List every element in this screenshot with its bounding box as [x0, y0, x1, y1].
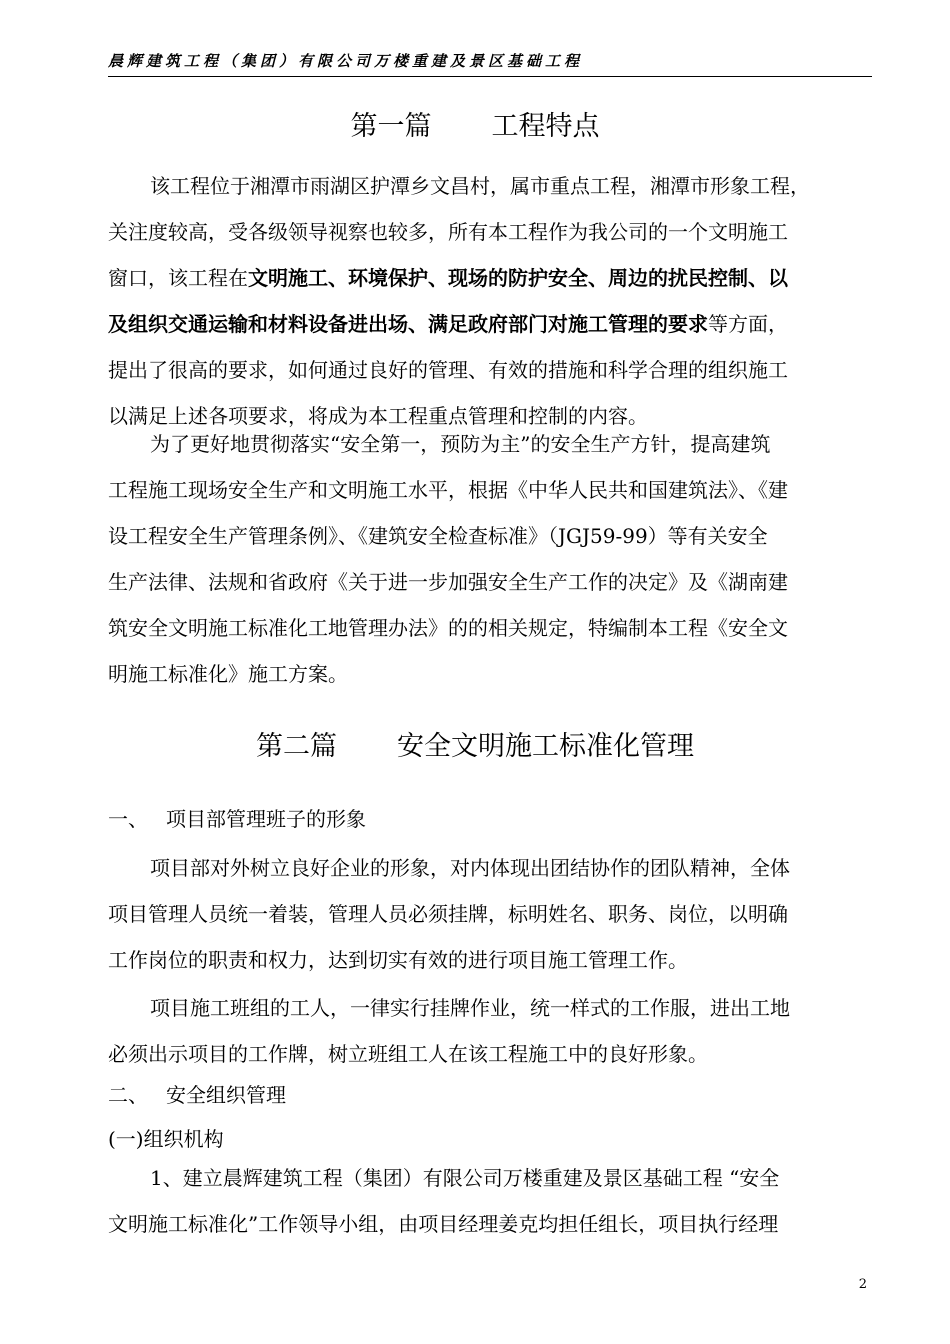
section-1-heading [108, 803, 366, 832]
emphasis-text: 文明施工、环境保护、现场的防护安全、周边的扰民控制、以 [248, 266, 788, 290]
text-line: 以满足上述各项要求，将成为本工程重点管理和控制的内容。 [108, 404, 648, 428]
text-line: 设工程安全生产管理条例》、《建筑安全检查标准》（JGJ59-99）等有关安全 [108, 524, 768, 548]
part1-title-text: 工程特点 [491, 111, 600, 142]
text-line: 文明施工标准化”工作领导小组，由项目经理姜克均担任组长，项目执行经理 [108, 1212, 779, 1236]
part1-title [0, 104, 950, 143]
text-line: 明施工标准化》施工方案。 [108, 662, 348, 686]
part1-paragraph-2 [108, 421, 872, 697]
text-line [108, 301, 872, 347]
text-line [108, 255, 872, 301]
emphasis-text: 及组织交通运输和材料设备进出场、满足政府部门对施工管理的要求 [108, 312, 708, 336]
section-number: 一、 [108, 807, 148, 831]
section-1-paragraph-2 [108, 985, 872, 1077]
text-line: 必须出示项目的工作牌，树立班组工人在该工程施工中的良好形象。 [108, 1042, 708, 1066]
text-line: 工作岗位的职责和权力，达到切实有效的进行项目施工管理工作。 [108, 948, 688, 972]
part1-paragraph-1 [108, 163, 872, 439]
text-line: 项目部对外树立良好企业的形象，对内体现出团结协作的团队精神，全体 [150, 856, 790, 880]
text-line: 该工程位于湘潭市雨湖区护潭乡文昌村，属市重点工程，湘潭市形象工程， [150, 174, 810, 198]
text-run: 等方面， [708, 312, 788, 336]
page-header: 晨辉建筑工程（集团）有限公司万楼重建及景区基础工程 [108, 52, 584, 70]
part2-title-number: 第二篇 [256, 731, 337, 762]
text-line: 工程施工现场安全生产和文明施工水平，根据《中华人民共和国建筑法》、《建 [108, 478, 788, 502]
header-rule [108, 76, 872, 77]
part2-title-text: 安全文明施工标准化管理 [397, 731, 694, 762]
section-2-heading [108, 1079, 286, 1108]
section-number: 二、 [108, 1083, 148, 1107]
subsection-heading: (一)组织机构 [108, 1127, 224, 1151]
section-1-paragraph-1 [108, 845, 872, 983]
text-line: 项目施工班组的工人，一律实行挂牌作业，统一样式的工作服，进出工地 [150, 996, 790, 1020]
text-line: 筑安全文明施工标准化工地管理办法》的的相关规定，特编制本工程《安全文 [108, 616, 788, 640]
part1-title-number: 第一篇 [350, 111, 432, 142]
part2-title [0, 724, 950, 763]
text-line: 为了更好地贯彻落实“安全第一，预防为主”的安全生产方针，提高建筑 [150, 432, 771, 456]
text-line: 生产法律、法规和省政府《关于进一步加强安全生产工作的决定》及《湖南建 [108, 570, 788, 594]
text-run: 窗口，该工程在 [108, 266, 248, 290]
page-number: 2 [858, 1277, 867, 1292]
text-line: 1、建立晨辉建筑工程（集团）有限公司万楼重建及景区基础工程 “安全 [150, 1166, 780, 1190]
section-title: 项目部管理班子的形象 [166, 807, 366, 831]
section-title: 安全组织管理 [166, 1083, 286, 1107]
text-line: 项目管理人员统一着装，管理人员必须挂牌，标明姓名、职务、岗位，以明确 [108, 902, 788, 926]
text-line: 提出了很高的要求，如何通过良好的管理、有效的措施和科学合理的组织施工 [108, 358, 788, 382]
text-line: 关注度较高，受各级领导视察也较多，所有本工程作为我公司的一个文明施工 [108, 220, 788, 244]
section-2-paragraph-1 [108, 1155, 872, 1247]
